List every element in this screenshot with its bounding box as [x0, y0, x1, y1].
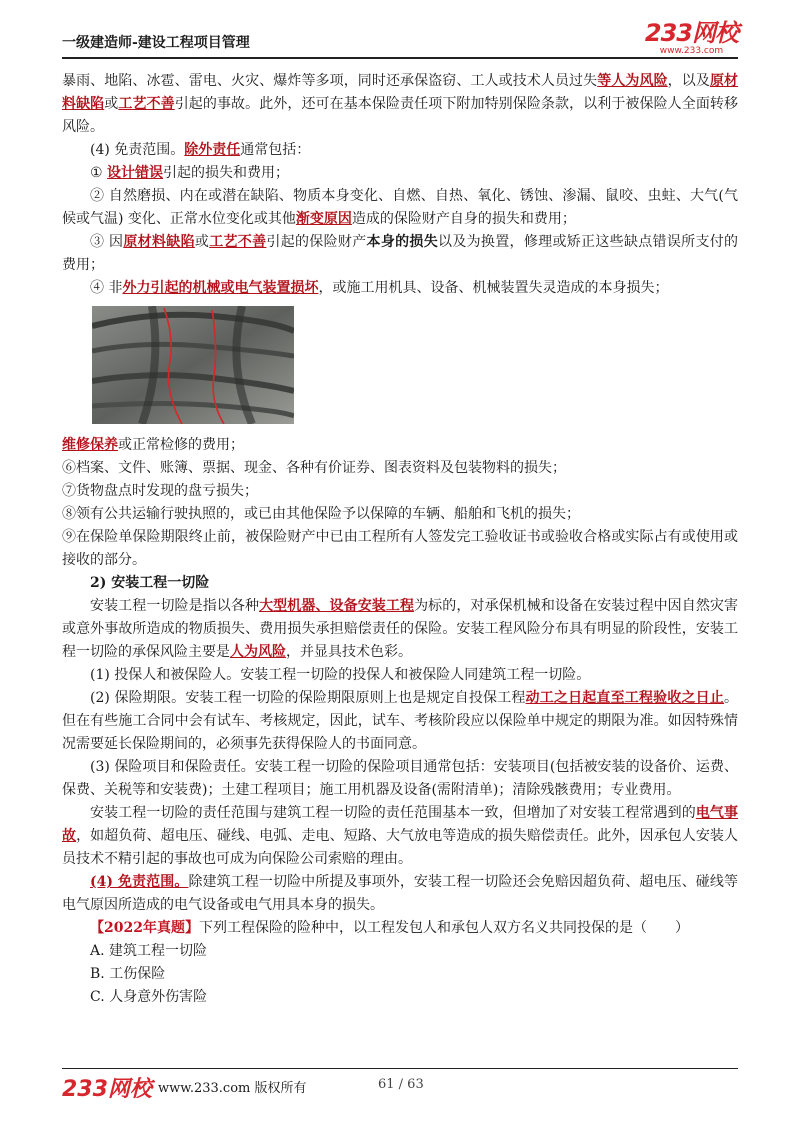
highlight: 电气事故: [62, 805, 739, 844]
highlight: 大型机器、设备安装工程: [259, 598, 415, 614]
list-item: ② 自然磨损、内在或潜在缺陷、物质本身变化、自燃、自热、氧化、锈蚀、渗漏、鼠咬、虫蛀、大气(气候或气温) 变化、正常水位变化或其他渐变原因造成的保险财产自身的损失和费用；: [62, 188, 738, 227]
list-item: ⑧领有公共运输行驶执照的，或已由其他保险予以保障的车辆、船舶和飞机的损失；: [62, 506, 580, 522]
list-item: ⑦货物盘点时发现的盘亏损失；: [62, 483, 258, 499]
list-item: ⑥档案、文件、账簿、票据、现金、各种有价证券、图表资料及包装物料的损失；: [62, 460, 566, 476]
highlight: 动工之日起直至工程验收之日止: [525, 690, 725, 706]
highlight: (4) 免责范围。: [90, 874, 189, 890]
paragraph: 安装工程一切险是指以各种大型机器、设备安装工程为标的，对承保机械和设备在安装过程中因自然灾害或意外事故所造成的物质损失、费用损失承担赔偿责任的保险。安装工程风险分布具有明显的阶段性，安装工程一切险的承保风险主要是人为风险，并显具技术色彩。: [62, 598, 739, 660]
paragraph: (1) 投保人和被保险人。安装工程一切险的投保人和被保险人同建筑工程一切险。: [90, 667, 591, 683]
paragraph: (2) 保险期限。安装工程一切险的保险期限原则上也是规定自投保工程动工之日起直至工程验收之日止。但在有些施工合同中会有试车、考核规定，因此，试车、考核阶段应以保险单中规定的期限为准。如因特殊情况需要延长保险期间的，必须事先获得保险人的书面同意。: [62, 690, 739, 752]
question-stem: 下列工程保险的险种中，以工程发包人和承包人双方名义共同投保的是（ ）: [198, 920, 689, 936]
question-option: B. 工伤保险: [90, 966, 166, 982]
list-item: ① 设计错误引起的损失和费用；: [90, 165, 290, 181]
list-item: 维修保养或正常检修的费用；: [62, 437, 244, 453]
list-item: ⑨在保险单保险期限终止前，被保险财产中已由工程所有人签发完工验收证书或验收合格或实际占有或使用或接收的部分。: [62, 529, 738, 568]
paragraph: (4) 免责范围。除建筑工程一切险中所提及事项外，安装工程一切险还会免赔因超负荷、超电压、碰线等电气原因所造成的电气设备或电气用具本身的损失。: [62, 874, 738, 913]
bold-text: 本身的损失: [366, 234, 439, 250]
page-footer: [62, 1068, 738, 1108]
footer-logo: 233网校: [62, 1077, 152, 1102]
copyright-text: www.233.com 版权所有: [158, 1081, 307, 1096]
exam-question: [62, 917, 738, 940]
question-option: A. 建筑工程一切险: [90, 943, 208, 959]
highlight: 除外责任: [184, 142, 241, 158]
paragraph: 暴雨、地陷、冰雹、雷电、火灾、爆炸等多项，同时还承保盗窃、工人或技术人员过失等人为风险，以及原材料缺陷或工艺不善引起的事故。此外，还可在基本保险责任项下附加特别保险条款，以利于被保险人全面转移风险。: [62, 73, 739, 135]
paragraph: 安装工程一切险的责任范围与建筑工程一切险的责任范围基本一致，但增加了对安装工程常遇到的电气事故，如超负荷、超电压、碰线、电弧、走电、短路、大气放电等造成的损失赔偿责任。此外，因承包人安装人员技术不精引起的事故也可成为向保险公司索赔的理由。: [62, 805, 739, 867]
highlight: 渐变原因: [295, 211, 352, 227]
question-option: C. 人身意外伤害险: [90, 989, 208, 1005]
page-number: 61 / 63: [378, 1077, 424, 1092]
page-body: [62, 70, 738, 1009]
highlight: 等人为风险: [597, 73, 668, 89]
highlight: 人为风险: [230, 644, 286, 660]
section-heading: 2) 安装工程一切险: [90, 575, 210, 591]
header-divider: [62, 57, 738, 59]
highlight: 维修保养: [62, 437, 118, 453]
worn-tire-photo: [92, 306, 294, 424]
highlight: 原材料缺陷: [123, 234, 195, 250]
list-item: ③ 因原材料缺陷或工艺不善引起的保险财产本身的损失以及为换置，修理或矫正这些缺点错误所支付的费用；: [62, 234, 739, 273]
highlight: 设计错误: [107, 165, 164, 181]
highlight: 工艺不善: [209, 234, 267, 250]
brand-logo-url: www.233.com: [659, 46, 724, 56]
brand-logo-text: 233网校: [644, 19, 738, 47]
highlight: 原材料缺陷: [62, 73, 739, 112]
brand-logo: [645, 20, 738, 56]
highlight: 工艺不善: [118, 96, 175, 112]
page-header: [62, 20, 738, 56]
highlight: 外力引起的机械或电气装置损坏: [122, 280, 319, 296]
list-item: ④ 非外力引起的机械或电气装置损坏，或施工用机具、设备、机械装置失灵造成的本身损失；: [90, 280, 669, 296]
paragraph: (3) 保险项目和保险责任。安装工程一切险的保险项目通常包括：安装项目(包括被安装的设备价、运费、保费、关税等和安装费)；土建工程项目；施工用机器及设备(需附清单)；清除残骸费用；专业费用。: [62, 759, 738, 798]
document-title: 一级建造师-建设工程项目管理: [62, 35, 250, 51]
paragraph: (4) 免责范围。除外责任通常包括：: [90, 142, 311, 158]
footer-divider: [62, 1068, 738, 1069]
question-tag: 【2022年真题】: [90, 920, 199, 936]
